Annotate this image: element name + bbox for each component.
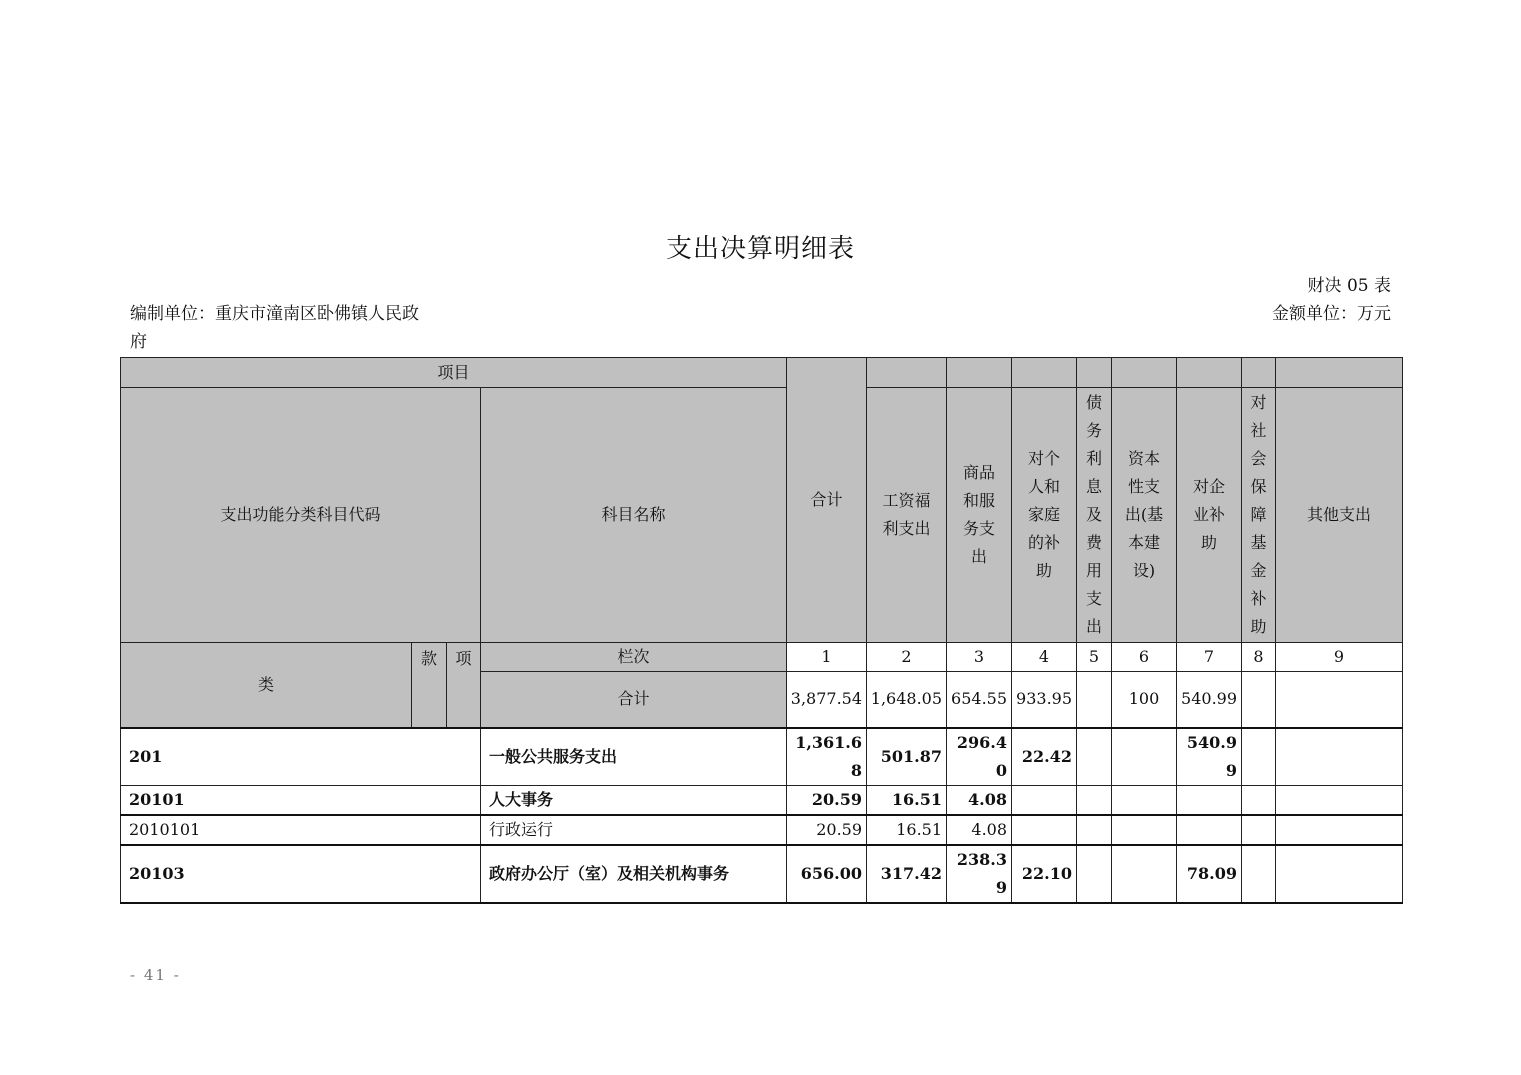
row-value: 296.40 xyxy=(947,728,1012,786)
table-row xyxy=(121,728,1403,786)
row-value: 22.42 xyxy=(1012,728,1077,786)
row-value xyxy=(1242,815,1276,845)
row-value xyxy=(1242,728,1276,786)
row-value: 317.42 xyxy=(867,845,947,903)
expenditure-table xyxy=(120,357,1403,904)
col-number: 1 xyxy=(787,643,867,672)
table-row xyxy=(121,845,1403,903)
compiling-unit: 编制单位：重庆市潼南区卧佛镇人民政府 xyxy=(130,304,419,352)
col-number: 6 xyxy=(1112,643,1177,672)
row-name: 行政运行 xyxy=(481,815,787,845)
total-value: 654.55 xyxy=(947,672,1012,728)
row-value xyxy=(1012,815,1077,845)
header-col-capital: 资本性支出(基本建设) xyxy=(1124,449,1164,580)
header-lei: 类 xyxy=(121,643,412,728)
row-value xyxy=(1276,815,1403,845)
table-row xyxy=(121,815,1403,845)
row-value xyxy=(1242,845,1276,903)
row-code: 201 xyxy=(121,728,481,786)
row-value: 238.39 xyxy=(947,845,1012,903)
header-col-social: 对社会保障基金补助 xyxy=(1250,393,1267,636)
row-value: 501.87 xyxy=(867,728,947,786)
header-col-enterprise: 对企业补助 xyxy=(1193,477,1226,552)
total-value: 100 xyxy=(1112,672,1177,728)
row-value xyxy=(1242,786,1276,816)
col-number: 5 xyxy=(1077,643,1112,672)
row-value: 540.99 xyxy=(1177,728,1242,786)
row-value xyxy=(1177,815,1242,845)
total-value: 1,648.05 xyxy=(867,672,947,728)
row-name: 一般公共服务支出 xyxy=(481,728,787,786)
header-col-debt: 债务利息及费用支出 xyxy=(1086,393,1103,636)
row-code: 2010101 xyxy=(121,815,481,845)
header-project: 项目 xyxy=(121,358,787,388)
col-number: 3 xyxy=(947,643,1012,672)
row-value xyxy=(1077,728,1112,786)
row-value: 20.59 xyxy=(787,786,867,816)
header-col-salary: 工资福利支出 xyxy=(882,491,931,538)
row-value: 20.59 xyxy=(787,815,867,845)
page-number: - 41 - xyxy=(130,966,181,984)
row-name: 政府办公厅（室）及相关机构事务 xyxy=(481,845,787,903)
row-value xyxy=(1112,815,1177,845)
header-col-goods: 商品和服务支出 xyxy=(963,463,996,566)
col-number: 7 xyxy=(1177,643,1242,672)
row-value: 22.10 xyxy=(1012,845,1077,903)
total-value xyxy=(1276,672,1403,728)
row-value: 4.08 xyxy=(947,815,1012,845)
page-title: 支出决算明细表 xyxy=(665,234,855,264)
total-value: 3,877.54 xyxy=(787,672,867,728)
header-name-label: 科目名称 xyxy=(481,388,787,643)
row-value xyxy=(1112,786,1177,816)
row-code: 20103 xyxy=(121,845,481,903)
col-number: 9 xyxy=(1276,643,1403,672)
col-number: 2 xyxy=(867,643,947,672)
row-value xyxy=(1077,786,1112,816)
header-kuan: 款 xyxy=(412,643,447,728)
col-number: 4 xyxy=(1012,643,1077,672)
row-value xyxy=(1112,845,1177,903)
row-value xyxy=(1177,786,1242,816)
header-col-other: 其他支出 xyxy=(1276,388,1403,643)
row-value: 1,361.68 xyxy=(787,728,867,786)
amount-unit: 金额单位：万元 xyxy=(1272,304,1391,324)
row-value xyxy=(1012,786,1077,816)
row-value: 16.51 xyxy=(867,815,947,845)
row-value xyxy=(1112,728,1177,786)
total-row-label: 合计 xyxy=(481,672,787,728)
col-number: 8 xyxy=(1242,643,1276,672)
row-value xyxy=(1276,845,1403,903)
total-value: 540.99 xyxy=(1177,672,1242,728)
row-value: 4.08 xyxy=(947,786,1012,816)
total-value xyxy=(1242,672,1276,728)
row-code: 20101 xyxy=(121,786,481,816)
row-value: 656.00 xyxy=(787,845,867,903)
header-xiang: 项 xyxy=(447,643,481,728)
row-value xyxy=(1276,728,1403,786)
header-code-label: 支出功能分类科目代码 xyxy=(121,388,481,643)
row-value: 16.51 xyxy=(867,786,947,816)
header-lanci: 栏次 xyxy=(481,643,787,672)
row-value xyxy=(1077,815,1112,845)
total-value xyxy=(1077,672,1112,728)
header-col-personal: 对个人和家庭的补助 xyxy=(1028,449,1061,580)
row-value xyxy=(1077,845,1112,903)
row-value: 78.09 xyxy=(1177,845,1242,903)
row-name: 人大事务 xyxy=(481,786,787,816)
row-value xyxy=(1276,786,1403,816)
header-col-total: 合计 xyxy=(787,358,867,643)
table-row xyxy=(121,786,1403,816)
form-number: 财决 05 表 xyxy=(1307,276,1391,296)
total-value: 933.95 xyxy=(1012,672,1077,728)
